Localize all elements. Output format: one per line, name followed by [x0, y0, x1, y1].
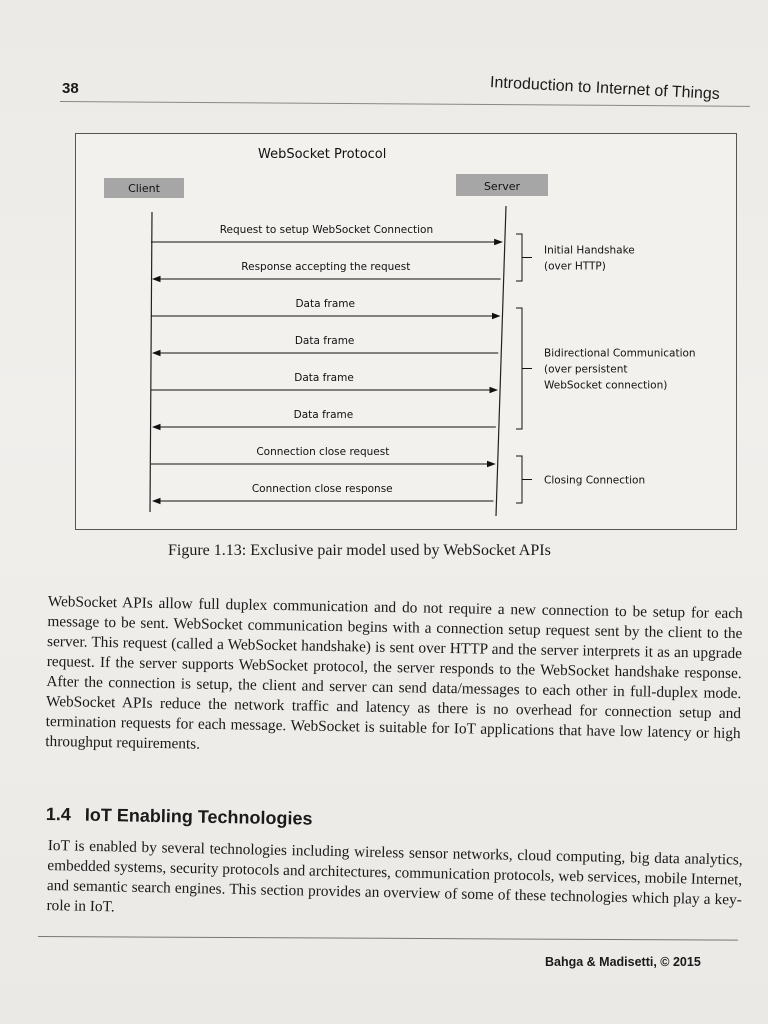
client-lifeline [150, 212, 152, 512]
diagram-title: WebSocket Protocol [258, 147, 387, 162]
figure-caption: Figure 1.13: Exclusive pair model used by WebSocket APIs [168, 542, 551, 559]
phase-label: (over HTTP) [544, 260, 606, 273]
server-lifeline [496, 206, 506, 516]
footer-credit: Bahga & Madisetti, © 2015 [545, 955, 701, 969]
body-paragraph-2: IoT is enabled by several technologies including wireless sensor networks, cloud computing, big data analytics, embedded systems, security protocols and architectures, communication protocols, web services, mobile Internet, and semantic search engines. This section provides an overview of some of these technologies which play a key-role in IoT. [46, 836, 743, 916]
section-heading [46, 804, 313, 830]
message-label: Request to setup WebSocket Connection [219, 224, 434, 236]
sequence-diagram [76, 134, 736, 529]
message-label: Response accepting the request [241, 261, 411, 273]
message-label: Data frame [294, 335, 355, 347]
message-label: Data frame [294, 372, 354, 384]
page-number: 38 [62, 80, 79, 97]
header-rule [60, 101, 750, 107]
phase-bracket [516, 456, 532, 503]
phase-label: Closing Connection [544, 474, 646, 487]
phase-bracket [516, 234, 532, 281]
client-label: Client [128, 182, 160, 195]
phase-bracket [516, 308, 532, 429]
message-label: Connection close request [256, 446, 390, 458]
sequence-diagram-figure [75, 133, 737, 530]
server-label: Server [483, 180, 521, 193]
section-title: IoT Enabling Technologies [84, 804, 313, 829]
running-head: Introduction to Internet of Things [489, 74, 721, 104]
phase-label: Bidirectional Communication [544, 347, 696, 360]
phase-label: Initial Handshake [544, 244, 635, 257]
phase-label: WebSocket connection) [544, 379, 668, 392]
message-label: Data frame [293, 409, 354, 421]
message-label: Connection close response [251, 483, 393, 495]
footer-rule [38, 936, 738, 941]
body-paragraph: WebSocket APIs allow full duplex communication and do not require a new connection to be setup for each message to be sent. WebSocket communication begins with a connection setup request sent by the client to the server. This request (called a WebSocket handshake) is sent over HTTP and the server interprets it as an upgrade request. If the server supports WebSocket protocol, the server responds to the WebSocket handshake response. After the connection is setup, the client and server can send data/messages to each other in full-duplex mode. WebSocket APIs reduce the network traffic and latency as there is no overhead for connection setup and termination requests for each message. WebSocket is suitable for IoT applications that have low latency or high throughput requirements. [45, 592, 743, 753]
section-number: 1.4 [45, 804, 72, 825]
phase-label: (over persistent [544, 363, 628, 376]
message-group [151, 224, 502, 501]
phase-bracket-group [516, 234, 696, 503]
message-label: Data frame [295, 298, 355, 310]
